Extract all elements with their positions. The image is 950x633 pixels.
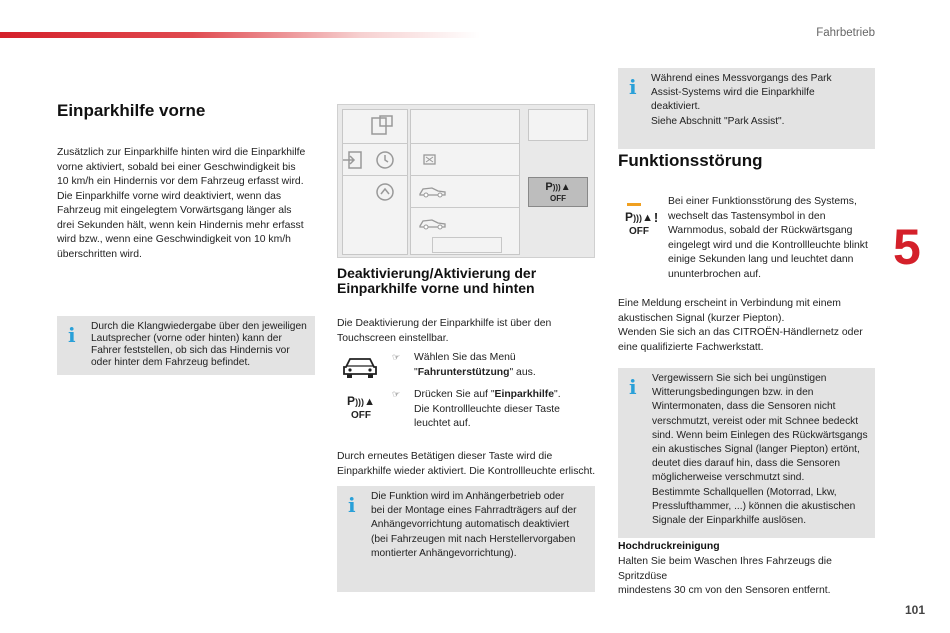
text-line: überschritten wird. <box>57 248 142 260</box>
text-suffix: ". <box>554 389 561 400</box>
fault-description <box>668 195 878 282</box>
text-line: Durch die Klangwiedergabe über den jeweiligen <box>91 321 307 332</box>
title-einparkhilfe-vorne: Einparkhilfe vorne <box>57 101 206 120</box>
pdc-p-label: P <box>545 181 553 193</box>
info-box-park-assist <box>618 68 875 149</box>
text-line: deaktiviert. <box>651 101 701 113</box>
text-line: Warnmodus, sobald der Rückwärtsgang <box>668 225 853 236</box>
text-line: Vergewissern Sie sich bei ungünstigen <box>652 373 827 384</box>
pdc-icon: P)))▲ <box>545 181 571 193</box>
text-rest: " aus. <box>509 366 536 378</box>
text-line: Touchscreen einstellbar. <box>337 332 449 344</box>
screen-divider <box>342 143 408 144</box>
chapter-number: 5 <box>893 219 921 275</box>
text-line: Bei einer Funktionsstörung des Systems, <box>668 196 857 207</box>
text-line: Assist-Systems wird die Einparkhilfe <box>651 87 815 99</box>
touchscreen-illustration <box>337 104 595 258</box>
text-line: Wenden Sie sich an das CITROËN-Händlernetz oder <box>618 327 863 338</box>
text-line: montierter Anhängevorrichtung). <box>371 547 517 559</box>
header-color-bar <box>0 32 480 38</box>
text-line: deutet dies darauf hin, dass die Sensoren <box>652 458 841 470</box>
hochdruck-text <box>618 555 883 599</box>
col2-reactivate <box>337 450 599 479</box>
car-side-icon <box>418 183 448 199</box>
text-line: Zusätzlich zur Einparkhilfe hinten wird die Einparkhilfe <box>57 147 306 158</box>
page-number: 101 <box>905 603 926 617</box>
pdc-off-label: OFF <box>629 226 649 237</box>
screen-divider <box>410 175 520 176</box>
text-line: möglicherweise verschmutzt sind. <box>652 472 805 484</box>
screen-divider <box>410 207 520 208</box>
pdc-fault-icon: P)))▲ <box>625 210 653 224</box>
text-line: Wählen Sie das Menü <box>414 352 516 363</box>
bullet-arrow-icon: ☞ <box>392 352 401 362</box>
screen-divider <box>410 143 520 144</box>
info-text <box>91 321 313 369</box>
screen-middle-panel <box>410 109 520 255</box>
info-icon: i <box>629 75 637 99</box>
text-line: Die Einparkhilfe vorne wird deaktiviert, wenn das <box>57 190 282 202</box>
camera-icon <box>422 151 438 167</box>
text-line: leuchtet auf. <box>414 418 471 429</box>
pdc-off-label: OFF <box>550 194 566 203</box>
subheading-hochdruck: Hochdruckreinigung <box>618 541 720 552</box>
warning-dash-icon <box>627 203 641 206</box>
text-line: Eine Meldung erscheint in Verbindung mit einem <box>618 298 841 309</box>
text-line: 10 km/h ein Hindernis vor dem Fahrzeug erfasst wird. <box>57 176 304 187</box>
text-line: Anhängevorrichtung automatisch deaktiviert <box>371 519 570 531</box>
text-line: verschmutzt, vereist oder mit Schnee bedeckt <box>652 415 859 427</box>
pdc-p-label: P <box>347 394 356 408</box>
text-line: eingelegt wird und die Kontrollleuchte blinkt <box>668 239 868 251</box>
col1-paragraph <box>57 146 322 262</box>
text-line: vorne aktiviert, sobald bei einer Geschwindigkeit bis <box>57 161 296 173</box>
subtitle-deaktivierung <box>337 266 536 296</box>
text-line: ununterbrochen auf. <box>668 268 762 280</box>
info-icon: i <box>68 323 76 347</box>
exclamation-icon: ! <box>653 210 659 225</box>
text-line <box>414 388 594 403</box>
text-line: Die Deaktivierung der Einparkhilfe ist über den <box>337 318 552 329</box>
text-line: Fahrer feststellen, ob sich das Hindernis vor <box>91 345 290 356</box>
text-line: einige Sekunden lang und leuchtet dann <box>668 254 854 265</box>
subtitle-line: Einparkhilfe vorne und hinten <box>337 280 535 296</box>
text-line: Die Kontrollleuchte dieser Taste <box>414 403 560 415</box>
info-text <box>652 372 874 528</box>
text-line: akustischen Signal (kurzer Piepton). <box>618 312 785 324</box>
text-line: Einparkhilfe wieder aktiviert. Die Kontrollleuchte erlischt. <box>337 465 596 477</box>
park-assist-off-button[interactable] <box>528 177 588 207</box>
speed-icon <box>374 181 396 203</box>
clock-icon <box>374 149 396 171</box>
text-line: Wintermonaten, dass die Sensoren nicht <box>652 401 836 413</box>
text-line: Halten Sie beim Waschen Ihres Fahrzeugs die Spritzdüse <box>618 556 832 582</box>
subtitle-line: Deaktivierung/Aktivierung der <box>337 265 537 281</box>
text-line: wechselt das Tastensymbol in den <box>668 210 826 222</box>
car-front-icon <box>341 354 379 380</box>
bullet-arrow-icon: ☞ <box>392 389 401 399</box>
title-funktionsstoerung: Funktionsstörung <box>618 151 763 170</box>
pdc-p-label: P <box>625 210 634 224</box>
info-icon: i <box>348 493 356 517</box>
text-line: Presslufthammer, ...) können die akustischen <box>652 500 856 512</box>
text-line: Durch erneutes Betätigen dieser Taste wird die <box>337 451 553 462</box>
text-line <box>414 366 594 381</box>
menu-entry-icon <box>342 149 364 171</box>
text-line: Signale der Einparkhilfe auslösen. <box>652 515 807 527</box>
screen-right-top-panel <box>528 109 588 141</box>
text-line: Siehe Abschnitt "Park Assist". <box>651 115 785 127</box>
text-line: sind. Wenn beim Einlegen des Rückwärtsgangs <box>652 429 868 441</box>
text-line: (bei Fahrzeugen mit nach Herstellervorgaben <box>371 533 576 545</box>
text-line: ein akustisches Signal (langer Piepton) ertönt, <box>652 444 860 456</box>
col2-intro <box>337 317 597 346</box>
step-select-menu <box>414 351 594 380</box>
text-line: eine qualifizierte Fachwerkstatt. <box>618 341 764 353</box>
text-line: drei Sekunden hält, wenn kein Hindernis mehr erfasst <box>57 219 304 231</box>
section-label: Fahrbetrieb <box>816 27 875 39</box>
text-line: wird bzw., wenn eine Geschwindigkeit von 10 km/h <box>57 234 291 245</box>
step-press-button <box>414 388 594 432</box>
driving-assist-icon <box>370 115 396 139</box>
text-line: Witterungsbedingungen bzw. in den <box>652 387 814 399</box>
text-line: oder hinter dem Fahrzeug befindet. <box>91 357 251 368</box>
text-line: bei der Montage eines Fahrradträgers auf der <box>371 505 577 517</box>
button-name: Einparkhilfe <box>494 389 554 400</box>
info-box-trailer <box>337 486 595 592</box>
menu-name: Fahrunterstützung <box>417 366 510 378</box>
text-line: Bestimmte Schallquellen (Motorrad, Lkw, <box>652 486 837 498</box>
info-box-loudspeaker <box>57 316 315 375</box>
info-text <box>371 490 593 561</box>
screen-divider <box>342 175 408 176</box>
info-icon: i <box>629 375 637 399</box>
pdc-off-icon: P)))▲ <box>347 394 375 408</box>
info-box-weather <box>618 368 875 538</box>
quote-open: " <box>414 366 418 378</box>
screen-bottom-tab <box>432 237 502 253</box>
info-text <box>651 72 873 129</box>
text-line: Die Funktion wird im Anhängerbetrieb oder <box>371 491 565 502</box>
pdc-off-label: OFF <box>351 410 371 421</box>
text-line: Lautsprecher (vorne oder hinten) kann der <box>91 333 282 344</box>
text-line: Während eines Messvorgangs des Park <box>651 73 832 84</box>
text-line: mindestens 30 cm von den Sensoren entfernt. <box>618 585 831 596</box>
fault-message <box>618 297 880 355</box>
text-prefix: Drücken Sie auf " <box>414 389 495 400</box>
text-line: Fahrzeug mit eingelegtem Vorwärtsgang länger als <box>57 205 292 216</box>
car-side-icon-2 <box>418 215 448 231</box>
